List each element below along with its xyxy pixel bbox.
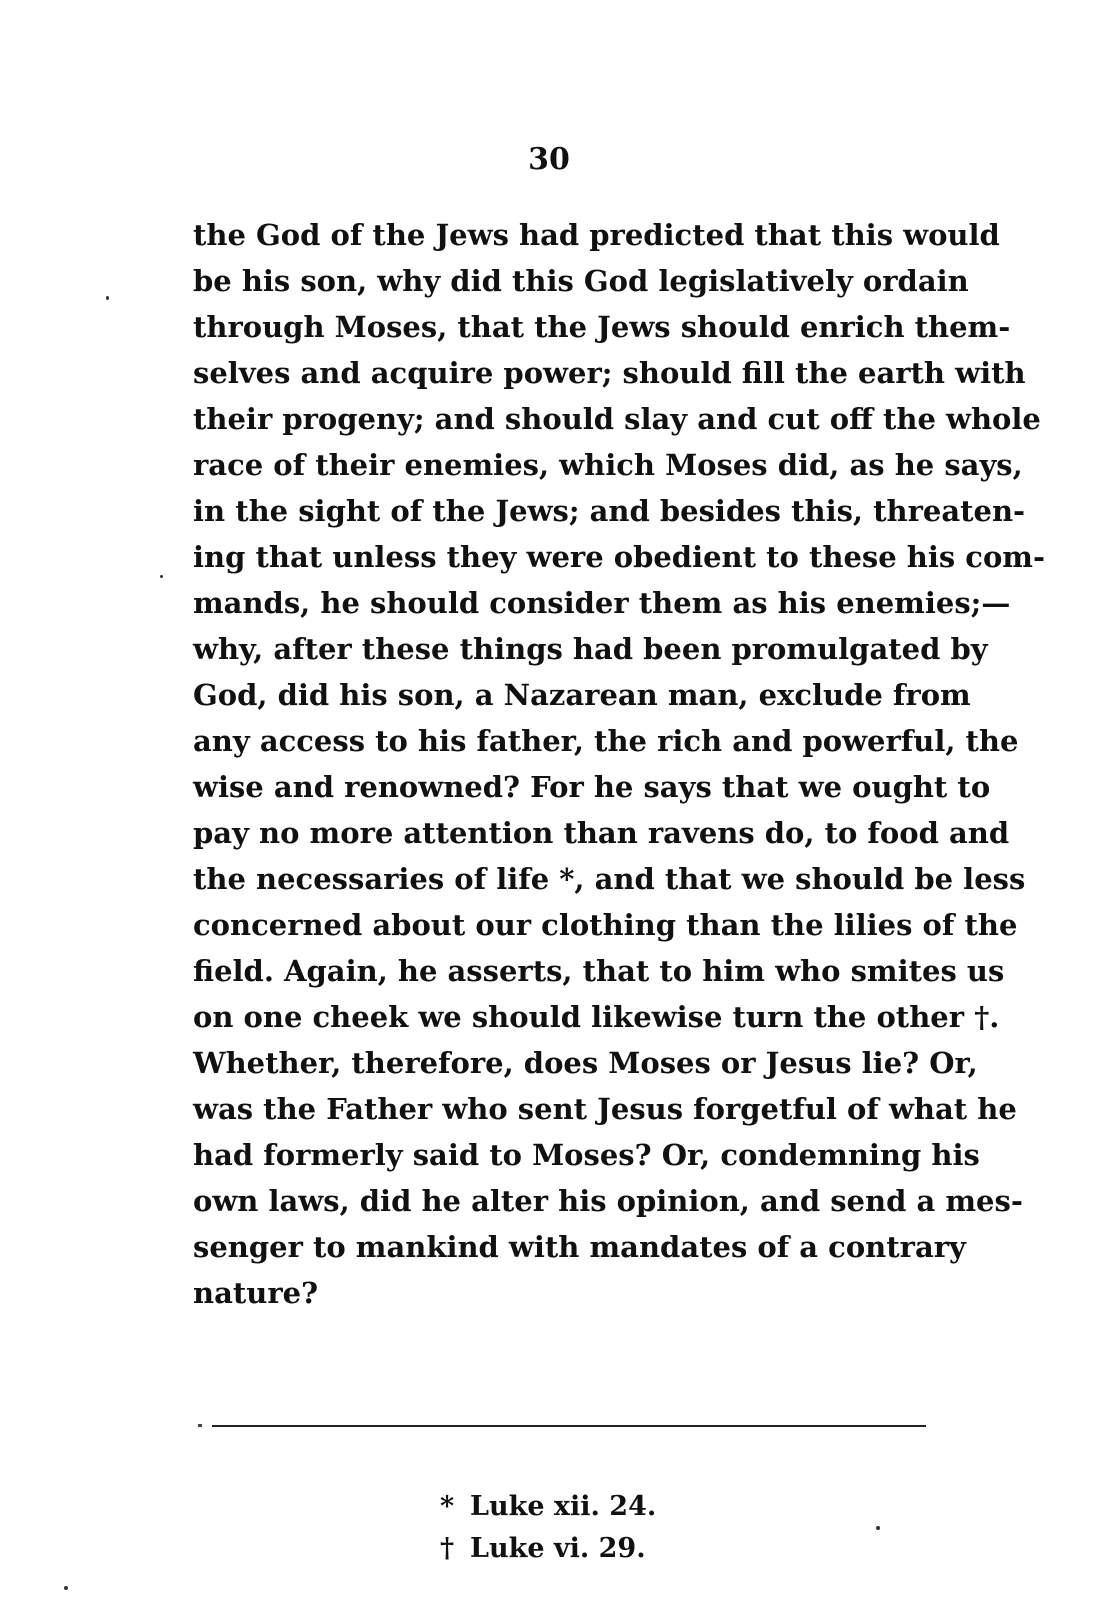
body-line: God, did his son, a Nazarean man, exclude from bbox=[193, 678, 971, 712]
footnote-text: Luke vi. 29. bbox=[470, 1533, 646, 1564]
body-line: be his son, why did this God legislatively ordain bbox=[193, 264, 969, 298]
body-line: the necessaries of life *, and that we should be less bbox=[193, 862, 1026, 896]
body-line: in the sight of the Jews; and besides this, threaten- bbox=[193, 494, 1026, 528]
body-line: on one cheek we should likewise turn the other †. bbox=[193, 1000, 1000, 1034]
footnote-rule-dot bbox=[198, 1424, 202, 1427]
body-line: field. Again, he asserts, that to him who smites us bbox=[193, 954, 1005, 988]
footnote-mark: † bbox=[440, 1533, 455, 1564]
footnote-text: Luke xii. 24. bbox=[470, 1491, 657, 1522]
body-line: wise and renowned? For he says that we ought to bbox=[193, 770, 991, 804]
body-line: own laws, did he alter his opinion, and send a mes- bbox=[193, 1184, 1023, 1218]
body-line: why, after these things had been promulgated by bbox=[193, 632, 988, 666]
footnote-item bbox=[440, 1528, 740, 1570]
scan-speck bbox=[160, 575, 163, 578]
body-line: any access to his father, the rich and powerful, the bbox=[193, 724, 1019, 758]
body-line: senger to mankind with mandates of a contrary bbox=[193, 1230, 966, 1264]
scan-speck bbox=[64, 1586, 68, 1590]
footnote-rule bbox=[212, 1425, 926, 1427]
body-line: selves and acquire power; should fill the earth with bbox=[193, 356, 1026, 390]
body-line: concerned about our clothing than the lilies of the bbox=[193, 908, 1018, 942]
body-line: race of their enemies, which Moses did, as he says, bbox=[193, 448, 1023, 482]
page-number: 30 bbox=[528, 142, 570, 177]
scan-speck bbox=[106, 296, 109, 300]
body-line: the God of the Jews had predicted that this would bbox=[193, 218, 1000, 252]
body-line: Whether, therefore, does Moses or Jesus lie? Or, bbox=[193, 1046, 978, 1080]
body-line: nature? bbox=[193, 1276, 319, 1310]
footnote-item bbox=[440, 1486, 740, 1528]
body-line: had formerly said to Moses? Or, condemning his bbox=[193, 1138, 980, 1172]
body-line: ing that unless they were obedient to these his com- bbox=[193, 540, 1046, 574]
body-line: their progeny; and should slay and cut off the whole bbox=[193, 402, 1041, 436]
body-line: mands, he should consider them as his enemies;— bbox=[193, 586, 1011, 620]
body-line: was the Father who sent Jesus forgetful of what he bbox=[193, 1092, 1017, 1126]
footnote-mark: * bbox=[440, 1491, 455, 1522]
footnotes bbox=[440, 1486, 740, 1570]
body-line: through Moses, that the Jews should enrich them- bbox=[193, 310, 1011, 344]
body-text bbox=[193, 212, 1046, 1316]
body-line: pay no more attention than ravens do, to food and bbox=[193, 816, 1010, 850]
scan-speck bbox=[876, 1526, 880, 1530]
